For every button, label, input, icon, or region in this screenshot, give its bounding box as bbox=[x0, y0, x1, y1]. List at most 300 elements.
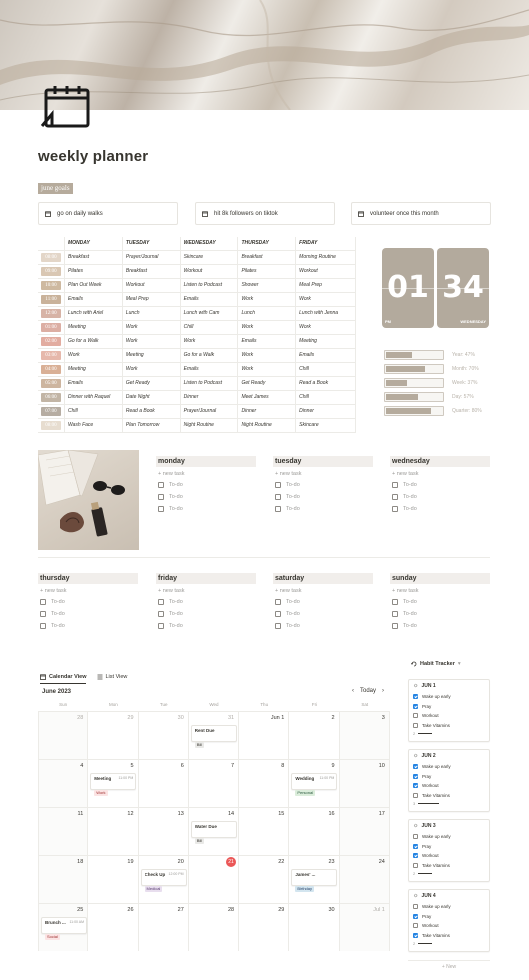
day-number: 8 bbox=[281, 763, 285, 769]
calendar-day-cell[interactable] bbox=[38, 808, 88, 855]
calendar-day-cell[interactable] bbox=[139, 856, 189, 903]
calendar-event[interactable] bbox=[90, 773, 136, 795]
schedule-cell[interactable]: Get Ready bbox=[122, 376, 180, 390]
todo-label: To-do bbox=[169, 494, 183, 500]
schedule-cell[interactable]: Lunch with Ariel bbox=[65, 306, 123, 320]
time-cell bbox=[38, 334, 65, 348]
schedule-cell[interactable]: Meeting bbox=[65, 362, 123, 376]
calendar-day-cell[interactable] bbox=[189, 904, 239, 951]
schedule-cell[interactable]: Work bbox=[122, 362, 180, 376]
habit-label: Take Vitamins bbox=[422, 792, 450, 798]
calendar-event[interactable] bbox=[191, 821, 237, 843]
schedule-cell[interactable]: Dinner with Raquel bbox=[65, 390, 123, 404]
habit-label: Workout bbox=[422, 713, 439, 719]
todo-label: To-do bbox=[286, 599, 300, 605]
refresh-icon bbox=[411, 661, 417, 667]
schedule-cell[interactable]: Wash Face bbox=[65, 418, 123, 432]
habit-label: Wake up early bbox=[422, 764, 451, 770]
todo-item[interactable] bbox=[158, 491, 256, 503]
todo-item[interactable] bbox=[275, 620, 373, 632]
schedule-cell[interactable]: Prayer/Journal bbox=[122, 250, 180, 264]
day-heading: friday bbox=[156, 573, 256, 584]
new-task-button[interactable]: + new task bbox=[392, 471, 419, 477]
habit-checkbox[interactable] bbox=[413, 783, 418, 788]
event-tag: Birthday bbox=[297, 886, 313, 891]
new-habit-button[interactable]: + New bbox=[408, 960, 490, 972]
checkbox[interactable] bbox=[275, 506, 281, 512]
checkbox[interactable] bbox=[158, 623, 164, 629]
weekday-label: Thu bbox=[260, 702, 269, 707]
checkbox[interactable] bbox=[158, 482, 164, 488]
schedule-cell[interactable]: Skincare bbox=[180, 250, 238, 264]
calendar-day-cell[interactable] bbox=[289, 808, 339, 855]
checkbox[interactable] bbox=[40, 599, 46, 605]
habit-date bbox=[413, 683, 485, 689]
new-task-button[interactable]: + new task bbox=[158, 588, 185, 594]
time-cell bbox=[38, 404, 65, 418]
day-number: 4 bbox=[80, 763, 84, 769]
calendar-day-cell[interactable] bbox=[340, 712, 390, 759]
habit-item[interactable] bbox=[413, 851, 485, 861]
schedule-cell[interactable]: Chill bbox=[180, 320, 238, 334]
habit-checkbox[interactable] bbox=[413, 844, 418, 849]
todo-item[interactable] bbox=[275, 608, 373, 620]
schedule-cell[interactable]: Dinner bbox=[180, 390, 238, 404]
schedule-cell[interactable]: Emails bbox=[65, 292, 123, 306]
todo-item[interactable] bbox=[158, 596, 256, 608]
habit-tracker-title[interactable] bbox=[411, 661, 461, 667]
calendar-day-cell[interactable] bbox=[38, 904, 88, 951]
day-header: FRIDAY bbox=[296, 237, 356, 250]
todo-item[interactable] bbox=[392, 608, 490, 620]
schedule-cell[interactable]: Lunch with Cam bbox=[180, 306, 238, 320]
schedule-cell[interactable]: Meet James bbox=[238, 390, 296, 404]
schedule-cell[interactable]: Pilates bbox=[238, 264, 296, 278]
schedule-cell[interactable]: Work bbox=[296, 320, 356, 334]
schedule-cell[interactable]: Listen to Podcast bbox=[180, 376, 238, 390]
schedule-cell[interactable]: Shower bbox=[238, 278, 296, 292]
schedule-cell[interactable]: Emails bbox=[180, 292, 238, 306]
event-tag: Bill bbox=[196, 742, 203, 747]
event-time: 11:00 AM bbox=[69, 920, 84, 924]
habit-label: Pray bbox=[422, 773, 432, 779]
event-time: 11:00 PM bbox=[319, 776, 335, 780]
todo-label: To-do bbox=[403, 599, 417, 605]
schedule-cell[interactable]: Listen to Podcast bbox=[180, 278, 238, 292]
day-heading: wednesday bbox=[390, 456, 490, 467]
calendar-day-cell[interactable] bbox=[139, 904, 189, 951]
schedule-cell[interactable]: Plan Out Week bbox=[65, 278, 123, 292]
schedule-cell[interactable]: Meeting bbox=[296, 334, 356, 348]
schedule-cell[interactable]: Read a Book bbox=[296, 376, 356, 390]
habit-item[interactable] bbox=[413, 721, 485, 731]
habit-item[interactable] bbox=[413, 912, 485, 922]
schedule-cell[interactable]: Chill bbox=[296, 362, 356, 376]
checkbox[interactable] bbox=[392, 506, 398, 512]
habit-item[interactable] bbox=[413, 842, 485, 852]
habit-checkbox[interactable] bbox=[413, 834, 418, 839]
new-task-button[interactable]: + new task bbox=[158, 471, 185, 477]
time-cell bbox=[38, 390, 65, 404]
schedule-cell[interactable]: Emails bbox=[65, 376, 123, 390]
habit-count: 2 bbox=[413, 871, 416, 876]
schedule-cell[interactable]: Work bbox=[238, 320, 296, 334]
checkbox[interactable] bbox=[40, 623, 46, 629]
calendar-day-cell[interactable] bbox=[239, 856, 289, 903]
habit-item[interactable] bbox=[413, 781, 485, 791]
calendar-day-cell[interactable] bbox=[139, 808, 189, 855]
calendar-day-cell[interactable] bbox=[139, 760, 189, 807]
calendar-day-cell[interactable] bbox=[88, 712, 138, 759]
progress-row bbox=[384, 350, 489, 360]
habit-checkbox[interactable] bbox=[413, 713, 418, 718]
calendar-day-cell[interactable] bbox=[239, 712, 289, 759]
schedule-cell[interactable]: Dinner bbox=[238, 404, 296, 418]
schedule-cell[interactable]: Meal Prep bbox=[122, 292, 180, 306]
time-header bbox=[38, 237, 65, 250]
schedule-cell[interactable]: Work bbox=[238, 362, 296, 376]
calendar-small-icon bbox=[45, 211, 51, 217]
progress-row bbox=[384, 378, 489, 388]
todo-item[interactable] bbox=[392, 596, 490, 608]
calendar-day-cell[interactable] bbox=[88, 904, 138, 951]
event-tag: Bill bbox=[196, 838, 203, 843]
schedule-row bbox=[38, 320, 356, 334]
habit-checkbox[interactable] bbox=[413, 923, 418, 928]
chevron-left-icon[interactable]: ‹ bbox=[352, 688, 354, 694]
habit-checkbox[interactable] bbox=[413, 764, 418, 769]
calendar-day-cell[interactable] bbox=[189, 808, 239, 855]
schedule-row bbox=[38, 362, 356, 376]
calendar-event[interactable] bbox=[291, 869, 337, 891]
schedule-cell[interactable]: Plan Tomorrow bbox=[122, 418, 180, 432]
habit-checkbox[interactable] bbox=[413, 933, 418, 938]
schedule-cell[interactable]: Lunch bbox=[238, 306, 296, 320]
habit-tracker-label: Habit Tracker bbox=[420, 661, 455, 667]
checkbox[interactable] bbox=[392, 599, 398, 605]
schedule-cell[interactable]: Workout bbox=[180, 264, 238, 278]
todo-label: To-do bbox=[51, 623, 65, 629]
schedule-cell[interactable]: Chill bbox=[296, 390, 356, 404]
schedule-cell[interactable]: Get Ready bbox=[238, 376, 296, 390]
day-number: 10 bbox=[378, 763, 385, 769]
tab-list-view[interactable] bbox=[97, 674, 128, 680]
progress-track bbox=[384, 392, 444, 402]
checkbox[interactable] bbox=[158, 599, 164, 605]
todo-label: To-do bbox=[169, 599, 183, 605]
day-header: MONDAY bbox=[65, 237, 123, 250]
habit-checkbox[interactable] bbox=[413, 723, 418, 728]
schedule-row bbox=[38, 250, 356, 264]
todo-item[interactable] bbox=[158, 620, 256, 632]
section-divider bbox=[38, 557, 490, 558]
schedule-cell[interactable]: Skincare bbox=[296, 418, 356, 432]
habit-count: 3 bbox=[413, 801, 416, 806]
clock-day: WEDNESDAY bbox=[460, 319, 486, 324]
habit-item[interactable] bbox=[413, 702, 485, 712]
day-number: 2 bbox=[331, 715, 335, 721]
chevron-right-icon[interactable]: › bbox=[382, 688, 385, 694]
checkbox[interactable] bbox=[275, 482, 281, 488]
calendar-day-cell[interactable] bbox=[88, 760, 138, 807]
todo-item[interactable] bbox=[275, 491, 373, 503]
habit-item[interactable] bbox=[413, 861, 485, 871]
day-number: 22 bbox=[278, 859, 285, 865]
habit-date-label: JUN 1 bbox=[421, 683, 436, 689]
todo-item[interactable] bbox=[392, 479, 490, 491]
habit-item[interactable] bbox=[413, 791, 485, 801]
checkbox[interactable] bbox=[392, 494, 398, 500]
habit-item[interactable] bbox=[413, 832, 485, 842]
list-tab-icon bbox=[97, 674, 103, 680]
schedule-cell[interactable]: Breakfast bbox=[65, 250, 123, 264]
calendar-event[interactable] bbox=[141, 869, 187, 891]
day-header: TUESDAY bbox=[122, 237, 180, 250]
clock-hours: 01 bbox=[387, 270, 429, 305]
checkbox[interactable] bbox=[275, 611, 281, 617]
clock-minutes: 34 bbox=[442, 270, 484, 305]
habit-item[interactable] bbox=[413, 921, 485, 931]
calendar-event[interactable] bbox=[191, 725, 237, 747]
habit-label: Workout bbox=[422, 783, 439, 789]
tab-calendar-view[interactable] bbox=[40, 674, 87, 680]
habit-item[interactable] bbox=[413, 692, 485, 702]
todo-item[interactable] bbox=[40, 608, 138, 620]
habit-checkbox[interactable] bbox=[413, 774, 418, 779]
schedule-cell[interactable]: Lunch bbox=[122, 306, 180, 320]
schedule-cell[interactable]: Chill bbox=[65, 404, 123, 418]
habit-card[interactable] bbox=[408, 819, 490, 882]
calendar-day-cell[interactable] bbox=[239, 760, 289, 807]
calendar-day-cell[interactable] bbox=[289, 904, 339, 951]
time-cell bbox=[38, 348, 65, 362]
todo-item[interactable] bbox=[275, 479, 373, 491]
calendar-day-cell[interactable] bbox=[38, 856, 88, 903]
todo-item[interactable] bbox=[40, 620, 138, 632]
habit-card[interactable] bbox=[408, 679, 490, 742]
schedule-cell[interactable]: Work bbox=[180, 334, 238, 348]
todo-label: To-do bbox=[51, 611, 65, 617]
new-task-button[interactable]: + new task bbox=[392, 588, 419, 594]
schedule-cell[interactable]: Breakfast bbox=[122, 264, 180, 278]
calendar-day-cell[interactable] bbox=[88, 808, 138, 855]
checkbox[interactable] bbox=[40, 611, 46, 617]
schedule-cell[interactable]: Prayer/Journal bbox=[180, 404, 238, 418]
new-task-button[interactable]: + new task bbox=[275, 471, 302, 477]
habit-checkbox[interactable] bbox=[413, 904, 418, 909]
time-pill: 03:00 bbox=[41, 351, 61, 360]
day-number: 20 bbox=[177, 859, 184, 865]
habit-item[interactable] bbox=[413, 711, 485, 721]
day-number: 12 bbox=[127, 811, 134, 817]
event-title: Rent Due bbox=[194, 728, 215, 733]
habit-checkbox[interactable] bbox=[413, 704, 418, 709]
schedule-cell[interactable]: Go for a Walk bbox=[65, 334, 123, 348]
todo-item[interactable] bbox=[275, 503, 373, 515]
day-heading: sunday bbox=[390, 573, 490, 584]
schedule-cell[interactable]: Meal Prep bbox=[296, 278, 356, 292]
calendar-week bbox=[38, 759, 390, 807]
tab-label: List View bbox=[105, 674, 128, 680]
day-heading: monday bbox=[156, 456, 256, 467]
event-tag: Personal bbox=[297, 790, 314, 795]
habit-checkbox[interactable] bbox=[413, 793, 418, 798]
progress-label: Week: 37% bbox=[452, 380, 478, 386]
habit-progress bbox=[413, 871, 485, 876]
calendar-day-cell[interactable] bbox=[38, 760, 88, 807]
calendar-day-cell[interactable] bbox=[289, 712, 339, 759]
calendar-day-cell[interactable] bbox=[289, 856, 339, 903]
habit-date-label: JUN 4 bbox=[421, 893, 436, 899]
new-task-button[interactable]: + new task bbox=[40, 588, 67, 594]
schedule-cell[interactable]: Go for a Walk bbox=[180, 348, 238, 362]
calendar-small-icon bbox=[358, 211, 364, 217]
day-number: 17 bbox=[378, 811, 385, 817]
day-number: 5 bbox=[130, 763, 134, 769]
habit-checkbox[interactable] bbox=[413, 914, 418, 919]
goal-card-2[interactable] bbox=[195, 202, 335, 225]
calendar-day-cell[interactable] bbox=[189, 760, 239, 807]
progress-fill bbox=[386, 394, 418, 400]
schedule-cell[interactable]: Dinner bbox=[296, 404, 356, 418]
schedule-row bbox=[38, 348, 356, 362]
calendar-day-cell[interactable] bbox=[289, 760, 339, 807]
weekday-label: Sat bbox=[361, 702, 369, 707]
day-number: 28 bbox=[227, 907, 235, 913]
checkbox[interactable] bbox=[392, 611, 398, 617]
schedule-row bbox=[38, 376, 356, 390]
weekday-label: Mon bbox=[109, 702, 118, 707]
calendar-day-cell[interactable] bbox=[340, 856, 390, 903]
todo-item[interactable] bbox=[158, 479, 256, 491]
habit-card[interactable] bbox=[408, 749, 490, 812]
habit-checkbox[interactable] bbox=[413, 853, 418, 858]
progress-fill bbox=[386, 408, 431, 414]
schedule-cell[interactable]: Work bbox=[238, 348, 296, 362]
schedule-cell[interactable]: Lunch with Jenna bbox=[296, 306, 356, 320]
goal-label: hit 8k followers on tiktok bbox=[214, 210, 278, 217]
todo-label: To-do bbox=[169, 611, 183, 617]
habit-checkbox[interactable] bbox=[413, 863, 418, 868]
event-tag: Work bbox=[96, 790, 106, 795]
day-column-wednesday bbox=[390, 456, 490, 515]
schedule-cell[interactable]: Work bbox=[122, 334, 180, 348]
day-number: 29 bbox=[127, 715, 134, 721]
new-task-button[interactable]: + new task bbox=[275, 588, 302, 594]
goal-card-1[interactable] bbox=[38, 202, 178, 225]
schedule-cell[interactable]: Meeting bbox=[122, 348, 180, 362]
schedule-cell[interactable]: Work bbox=[122, 320, 180, 334]
event-title: Meeting bbox=[94, 776, 112, 781]
schedule-cell[interactable]: Work bbox=[296, 292, 356, 306]
habit-item[interactable] bbox=[413, 931, 485, 941]
schedule-cell[interactable]: Pilates bbox=[65, 264, 123, 278]
calendar-day-cell[interactable] bbox=[189, 856, 239, 903]
checkbox[interactable] bbox=[158, 506, 164, 512]
time-cell bbox=[38, 418, 65, 432]
day-heading: saturday bbox=[273, 573, 373, 584]
weekly-schedule-table bbox=[38, 237, 356, 433]
schedule-row bbox=[38, 404, 356, 418]
checkbox[interactable] bbox=[392, 482, 398, 488]
clock-period: PM bbox=[385, 319, 391, 324]
calendar-event[interactable] bbox=[291, 773, 337, 795]
todo-label: To-do bbox=[403, 494, 417, 500]
checkbox[interactable] bbox=[275, 623, 281, 629]
habit-card[interactable] bbox=[408, 889, 490, 952]
calendar-nav bbox=[352, 688, 384, 694]
calendar-day-cell[interactable] bbox=[239, 808, 289, 855]
schedule-cell[interactable]: Emails bbox=[180, 362, 238, 376]
goal-card-3[interactable] bbox=[351, 202, 491, 225]
chevron-down-icon: ▾ bbox=[457, 661, 461, 667]
todo-item[interactable] bbox=[40, 596, 138, 608]
calendar-day-cell[interactable] bbox=[340, 808, 390, 855]
time-pill: 08:00 bbox=[41, 421, 61, 430]
checkbox[interactable] bbox=[158, 611, 164, 617]
todo-item[interactable] bbox=[392, 503, 490, 515]
schedule-cell[interactable]: Meeting bbox=[65, 320, 123, 334]
habit-checkbox[interactable] bbox=[413, 694, 418, 699]
day-number: 30 bbox=[177, 715, 184, 721]
habit-progress-bar bbox=[418, 803, 439, 805]
schedule-row bbox=[38, 292, 356, 306]
schedule-cell[interactable]: Date Night bbox=[122, 390, 180, 404]
todo-item[interactable] bbox=[158, 503, 256, 515]
schedule-cell[interactable]: Night Routine bbox=[180, 418, 238, 432]
habit-item[interactable] bbox=[413, 772, 485, 782]
calendar-event[interactable] bbox=[41, 917, 87, 939]
schedule-cell[interactable]: Read a Book bbox=[122, 404, 180, 418]
schedule-cell[interactable]: Breakfast bbox=[238, 250, 296, 264]
calendar-day-cell[interactable] bbox=[38, 712, 88, 759]
schedule-cell[interactable]: Emails bbox=[238, 334, 296, 348]
sun-icon: ☼ bbox=[413, 683, 419, 689]
schedule-cell[interactable]: Work bbox=[238, 292, 296, 306]
schedule-cell[interactable]: Night Routine bbox=[238, 418, 296, 432]
checkbox[interactable] bbox=[158, 494, 164, 500]
todo-item[interactable] bbox=[158, 608, 256, 620]
todo-label: To-do bbox=[286, 623, 300, 629]
calendar-day-cell[interactable] bbox=[340, 760, 390, 807]
checkbox[interactable] bbox=[275, 599, 281, 605]
checkbox[interactable] bbox=[275, 494, 281, 500]
todo-item[interactable] bbox=[392, 620, 490, 632]
calendar-day-cell[interactable] bbox=[239, 904, 289, 951]
habit-progress bbox=[413, 941, 485, 946]
schedule-cell[interactable]: Emails bbox=[296, 348, 356, 362]
progress-track bbox=[384, 350, 444, 360]
calendar-day-cell[interactable] bbox=[189, 712, 239, 759]
schedule-cell[interactable]: Work bbox=[65, 348, 123, 362]
habit-item[interactable] bbox=[413, 762, 485, 772]
calendar-day-cell[interactable] bbox=[88, 856, 138, 903]
schedule-cell[interactable]: Workout bbox=[122, 278, 180, 292]
calendar-day-cell[interactable] bbox=[139, 712, 189, 759]
todo-item[interactable] bbox=[392, 491, 490, 503]
checkbox[interactable] bbox=[392, 623, 398, 629]
todo-label: To-do bbox=[286, 611, 300, 617]
habit-item[interactable] bbox=[413, 902, 485, 912]
schedule-cell[interactable]: Workout bbox=[296, 264, 356, 278]
calendar-day-cell[interactable] bbox=[340, 904, 390, 951]
todo-item[interactable] bbox=[275, 596, 373, 608]
event-tag: Social bbox=[47, 934, 58, 939]
today-button[interactable]: Today bbox=[360, 688, 377, 694]
schedule-cell[interactable]: Morning Routine bbox=[296, 250, 356, 264]
event-time: 12:00 PM bbox=[168, 872, 184, 876]
habit-progress-bar bbox=[418, 733, 432, 735]
